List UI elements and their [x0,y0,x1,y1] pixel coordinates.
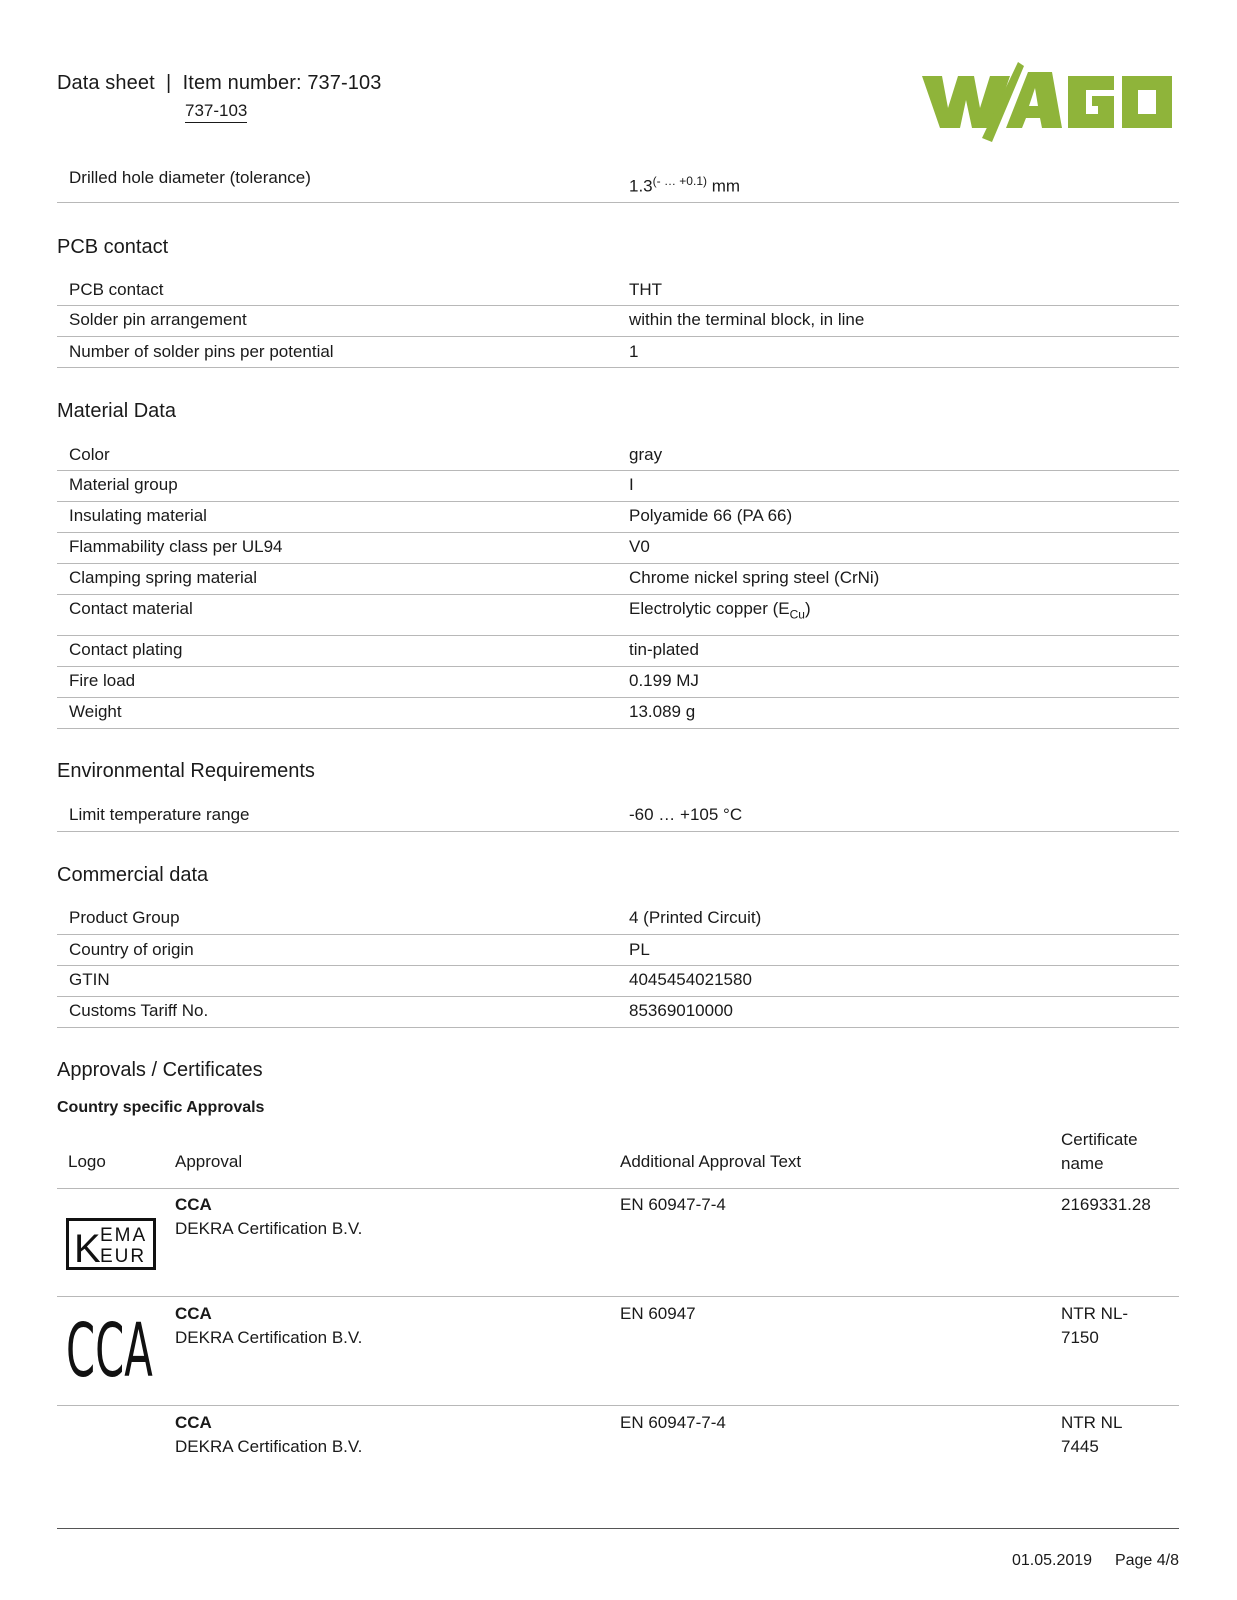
subsection-title-country-approvals: Country specific Approvals [57,1099,265,1116]
row-label: Solder pin arrangement [69,310,247,329]
approval-additional-text: EN 60947-7-4 [620,1413,726,1432]
section-title-material-data: Material Data [57,400,176,422]
row-value: within the terminal block, in line [629,310,865,329]
column-header-certificate-line2: name [1061,1154,1104,1173]
approval-body: DEKRA Certification B.V. [175,1219,363,1238]
row-value: 1 [629,342,639,361]
table-row [57,278,1179,306]
table-row [57,667,1179,698]
table-row [57,803,1179,832]
approval-body: DEKRA Certification B.V. [175,1328,363,1347]
column-header-additional-text: Additional Approval Text [620,1152,802,1171]
row-divider [57,1296,1179,1297]
row-value: V0 [629,537,650,556]
approval-additional-text: EN 60947-7-4 [620,1195,726,1214]
section-title-approvals: Approvals / Certificates [57,1059,263,1081]
row-label: Contact plating [69,640,183,659]
row-value: PL [629,940,650,959]
row-label: Contact material [69,599,193,618]
column-header-logo: Logo [68,1152,106,1171]
row-label: Material group [69,475,178,494]
footer-date: 01.05.2019 [1011,1552,1093,1569]
row-label: Fire load [69,671,136,690]
table-row [57,533,1179,564]
page-title: Data sheet | Item number: 737-103 [57,72,382,94]
table-row [57,443,1179,471]
table-row [57,636,1179,667]
value-unit: mm [707,176,741,196]
kema-logo-text-top: EMA [100,1225,148,1246]
table-row [57,595,1179,636]
row-value: I [629,475,634,494]
table-row [57,997,1179,1028]
cca-logo-text: CCA [66,1312,153,1382]
row-label: Number of solder pins per potential [69,342,334,361]
row-value: 13.089 g [629,702,696,721]
row-label: Country of origin [69,940,194,959]
value-suffix: ) [804,599,811,618]
cca-logo [66,1312,156,1382]
kema-logo-letter-k: K [74,1227,101,1270]
section-title-pcb-contact: PCB contact [57,236,169,258]
table-row [57,502,1179,533]
drilled-hole-row [57,165,1179,203]
column-header-approval: Approval [175,1152,243,1171]
certificate-name [1061,1302,1128,1350]
certificate-name-line1: NTR NL [1061,1413,1123,1432]
value-tolerance: (- … +0.1) [652,174,707,188]
row-label: Customs Tariff No. [69,1001,209,1020]
row-label: Insulating material [69,506,207,525]
row-value: Chrome nickel spring steel (CrNi) [629,568,880,587]
table-row [57,471,1179,502]
table-row [57,906,1179,935]
row-value [629,174,740,197]
certificate-name-line1: NTR NL- [1061,1304,1129,1323]
value-prefix: Electrolytic copper (E [629,599,790,618]
row-value [629,599,811,621]
row-value: 4 (Printed Circuit) [629,908,762,927]
value-number: 1.3 [629,176,653,196]
row-value: -60 … +105 °C [629,805,743,824]
approval-body: DEKRA Certification B.V. [175,1437,363,1456]
footer-divider [57,1528,1179,1529]
table-row [57,698,1179,729]
footer [1012,1552,1179,1570]
approval-name: CCA [175,1304,212,1323]
table-row [57,337,1179,368]
certificate-name [1061,1411,1122,1459]
table-row [57,966,1179,997]
kema-keur-logo [66,1218,156,1270]
table-row [57,306,1179,337]
section-title-environmental: Environmental Requirements [57,760,315,782]
approval-name: CCA [175,1413,212,1432]
column-header-certificate-name [1061,1128,1138,1176]
table-header-divider [57,1188,1179,1189]
row-value: THT [629,280,663,299]
certificate-name-line2: 7445 [1061,1437,1099,1456]
row-value: Polyamide 66 (PA 66) [629,506,793,525]
approval-name: CCA [175,1195,212,1214]
section-title-commercial-data: Commercial data [57,864,209,886]
table-row [57,935,1179,966]
table-row [57,564,1179,595]
value-subscript: Cu [789,607,805,622]
item-number-link[interactable]: 737-103 [185,101,247,123]
kema-logo-text-bottom: EUR [100,1246,147,1267]
certificate-name: 2169331.28 [1061,1195,1151,1214]
row-label: Limit temperature range [69,805,250,824]
footer-page-number: Page 4/8 [1114,1552,1179,1569]
row-label: GTIN [69,970,110,989]
row-label: Flammability class per UL94 [69,537,283,556]
row-value: gray [629,445,663,464]
row-value: tin-plated [629,640,699,659]
row-label: Clamping spring material [69,568,258,587]
approval-additional-text: EN 60947 [620,1304,696,1323]
row-value: 85369010000 [629,1001,734,1020]
column-header-certificate-line1: Certificate [1061,1130,1138,1149]
row-value: 4045454021580 [629,970,752,989]
wago-logo [922,58,1179,144]
row-divider [57,1405,1179,1406]
row-label: Color [69,445,110,464]
row-value: 0.199 MJ [629,671,699,690]
row-label: Drilled hole diameter (tolerance) [69,168,311,187]
certificate-name-line2: 7150 [1061,1328,1099,1347]
row-label: Product Group [69,908,180,927]
row-label: Weight [69,702,122,721]
row-label: PCB contact [69,280,164,299]
